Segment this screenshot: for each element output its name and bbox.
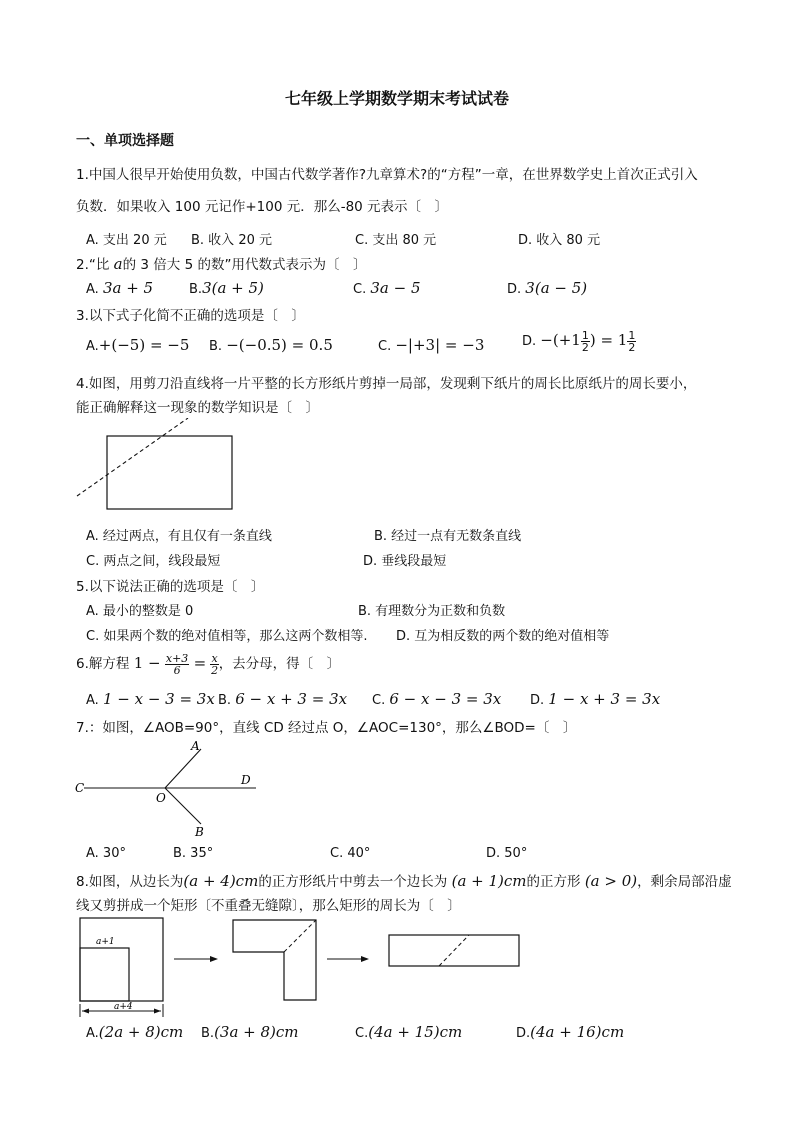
q7-option-d[interactable]: D. 50° bbox=[486, 846, 528, 861]
q5-option-c[interactable]: C. 如果两个数的绝对值相等，那么这两个数相等. bbox=[86, 629, 368, 644]
q2-stem-variable: a bbox=[113, 255, 123, 273]
q6-fraction-right bbox=[210, 653, 218, 676]
q3-option-d[interactable] bbox=[522, 330, 636, 353]
q8-option-c-expr: (4a + 15)cm bbox=[368, 1023, 463, 1041]
q2-stem-part2: 的 3 倍大 5 的数”用代数式表示为〔 〕 bbox=[122, 257, 367, 273]
q3-option-a[interactable] bbox=[86, 336, 189, 354]
l-shape bbox=[233, 920, 316, 1000]
cut-line-dashed bbox=[77, 418, 188, 496]
q5-option-b[interactable]: B. 有理数分为正数和负数 bbox=[358, 604, 506, 619]
section-heading: 一、单项选择题 bbox=[76, 133, 174, 149]
q3-option-d-expr-pre: −(+1 bbox=[540, 331, 581, 349]
q4-option-b[interactable]: B. 经过一点有无数条直线 bbox=[374, 529, 522, 544]
big-square bbox=[80, 918, 163, 1001]
q7-option-a[interactable]: A. 30° bbox=[86, 846, 126, 861]
q1-option-c[interactable]: C. 支出 80 元 bbox=[355, 233, 437, 248]
q6-stem-part1: 6.解方程 bbox=[76, 656, 130, 672]
q3-option-c[interactable] bbox=[378, 336, 484, 354]
fraction-denominator: 2 bbox=[211, 663, 219, 677]
ray-ob bbox=[165, 788, 201, 824]
q8-stem-line2: 线又剪拼成一个矩形〔不重叠无缝隙〕，那么矩形的周长为〔 〕 bbox=[76, 898, 461, 914]
rectangle-cut-dashed bbox=[439, 935, 469, 966]
q3-option-a-expr: +(−5) = −5 bbox=[98, 336, 190, 354]
q1-option-a[interactable]: A. 支出 20 元 bbox=[86, 233, 167, 248]
fraction-numerator: 1 bbox=[628, 329, 636, 342]
fraction-denominator: 2 bbox=[581, 341, 589, 354]
q6-option-b[interactable] bbox=[218, 690, 347, 708]
q8-option-c[interactable] bbox=[355, 1023, 462, 1041]
q8-stem-line1 bbox=[76, 870, 732, 890]
l-shape-cut-dashed bbox=[284, 920, 316, 952]
q6-option-d[interactable] bbox=[530, 690, 660, 708]
q6-option-c[interactable] bbox=[372, 690, 501, 708]
small-square bbox=[80, 948, 129, 1001]
q2-option-a[interactable] bbox=[86, 279, 153, 297]
q8-expr-small-side: (a + 1)cm bbox=[451, 872, 527, 890]
q8-stem-part2: 的正方形纸片中剪去一个边长为 bbox=[258, 874, 448, 890]
q1-stem-line1: 1.中国人很早开始使用负数，中国古代数学著作?九章算术?的“方程”一章，在世界数学史上首次正式引入 bbox=[76, 167, 698, 183]
q2-option-d[interactable] bbox=[507, 279, 587, 297]
q6-option-d-expr: 1 − x + 3 = 3x bbox=[548, 690, 661, 708]
q4-option-c[interactable]: C. 两点之间，线段最短 bbox=[86, 554, 221, 569]
q8-option-d[interactable] bbox=[516, 1023, 624, 1041]
q8-stem-part3: 的正方形 bbox=[526, 874, 581, 890]
q2-option-b-label: B. bbox=[189, 282, 203, 297]
label-d: D bbox=[241, 773, 251, 787]
q2-option-b[interactable] bbox=[189, 279, 264, 297]
q6-fraction-left bbox=[165, 653, 189, 676]
q7-stem: 7.：如图，∠AOB=90°，直线 CD 经过点 O，∠AOC=130°，那么∠BOD=〔 〕 bbox=[76, 720, 577, 736]
q6-equals: = bbox=[193, 654, 207, 672]
q3-option-a-label: A. bbox=[86, 339, 99, 354]
q8-figure-squares bbox=[70, 914, 530, 1020]
q3-option-d-fraction bbox=[581, 330, 590, 353]
label-small-side: a+1 bbox=[96, 937, 115, 947]
q4-stem-line2: 能正确解释这一现象的数学知识是〔 〕 bbox=[76, 400, 319, 416]
paper-rectangle bbox=[107, 436, 232, 509]
q8-option-b-expr: (3a + 8)cm bbox=[214, 1023, 299, 1041]
q4-figure-rectangle-cut bbox=[70, 418, 250, 518]
q6-option-b-expr: 6 − x + 3 = 3x bbox=[235, 690, 348, 708]
q2-option-c-expr: 3a − 5 bbox=[370, 279, 421, 297]
q2-stem-part1: 2.“比 bbox=[76, 257, 110, 273]
fraction-denominator: 2 bbox=[628, 341, 636, 354]
q2-option-c-label: C. bbox=[353, 282, 367, 297]
q4-option-a[interactable]: A. 经过两点，有且仅有一条直线 bbox=[86, 529, 272, 544]
q8-expr-condition: (a > 0) bbox=[584, 872, 638, 890]
q1-option-d[interactable]: D. 收入 80 元 bbox=[518, 233, 601, 248]
q8-option-c-label: C. bbox=[355, 1026, 369, 1041]
label-o: O bbox=[156, 791, 166, 805]
q3-option-d-expr-mid: ) = 1 bbox=[589, 331, 628, 349]
page-title: 七年级上学期数学期末考试试卷 bbox=[284, 89, 509, 108]
q3-option-d-label: D. bbox=[522, 334, 537, 349]
q8-option-a-label: A. bbox=[86, 1026, 99, 1041]
fraction-numerator: x+3 bbox=[165, 651, 189, 665]
q6-option-d-label: D. bbox=[530, 693, 545, 708]
q8-option-b-label: B. bbox=[201, 1026, 215, 1041]
q3-option-d-fraction-2 bbox=[627, 330, 636, 353]
q6-option-c-expr: 6 − x − 3 = 3x bbox=[389, 690, 502, 708]
q6-option-a-label: A. bbox=[86, 693, 99, 708]
q3-option-c-expr: −|+3| = −3 bbox=[395, 336, 485, 354]
q8-stem-part4: ，剩余局部沿虚 bbox=[637, 874, 732, 890]
q6-option-b-label: B. bbox=[218, 693, 232, 708]
q7-figure-angles bbox=[70, 735, 270, 840]
q8-option-d-expr: (4a + 16)cm bbox=[530, 1023, 625, 1041]
q5-stem: 5.以下说法正确的选项是〔 〕 bbox=[76, 579, 265, 595]
label-b: B bbox=[195, 825, 204, 839]
q5-option-d[interactable]: D. 互为相反数的两个数的绝对值相等 bbox=[396, 629, 610, 644]
q8-option-a-expr: (2a + 8)cm bbox=[98, 1023, 184, 1041]
q2-option-b-expr: 3(a + 5) bbox=[202, 279, 264, 297]
q1-option-b[interactable]: B. 收入 20 元 bbox=[191, 233, 272, 248]
q7-option-b[interactable]: B. 35° bbox=[173, 846, 214, 861]
q3-option-c-label: C. bbox=[378, 339, 392, 354]
q6-option-a[interactable] bbox=[86, 690, 215, 708]
q8-stem-part1: 8.如图，从边长为 bbox=[76, 874, 184, 890]
arrow-left-icon bbox=[82, 1009, 89, 1014]
q8-option-d-label: D. bbox=[516, 1026, 531, 1041]
q6-stem bbox=[76, 652, 340, 676]
q7-option-c[interactable]: C. 40° bbox=[330, 846, 371, 861]
q3-option-b[interactable] bbox=[209, 336, 333, 354]
label-c: C bbox=[75, 781, 85, 795]
fraction-denominator: 6 bbox=[173, 663, 181, 677]
fraction-numerator: 1 bbox=[581, 329, 589, 342]
q4-stem-line1: 4.如图，用剪刀沿直线将一片平整的长方形纸片剪掉一局部，发现剩下纸片的周长比原纸片的周长要小， bbox=[76, 376, 697, 392]
q6-stem-part2: ，去分母，得〔 〕 bbox=[218, 656, 341, 672]
q8-option-b[interactable] bbox=[201, 1023, 299, 1041]
q2-option-c[interactable] bbox=[353, 279, 421, 297]
label-big-side: a+4 bbox=[114, 1002, 133, 1012]
q6-option-c-label: C. bbox=[372, 693, 386, 708]
fraction-numerator: x bbox=[211, 651, 218, 665]
q8-expr-big-side: (a + 4)cm bbox=[183, 872, 259, 890]
q1-stem-line2: 负数．如果收入 100 元记作+100 元．那么-80 元表示〔 〕 bbox=[76, 199, 449, 215]
ray-oa bbox=[165, 749, 201, 788]
q2-stem bbox=[76, 253, 366, 273]
arrow-2-icon bbox=[361, 956, 369, 962]
label-a: A bbox=[191, 739, 200, 753]
q5-option-a[interactable]: A. 最小的整数是 0 bbox=[86, 604, 194, 619]
q2-option-d-label: D. bbox=[507, 282, 522, 297]
q2-option-a-label: A. bbox=[86, 282, 99, 297]
q2-option-d-expr: 3(a − 5) bbox=[525, 279, 588, 297]
q6-option-a-expr: 1 − x − 3 = 3x bbox=[102, 690, 215, 708]
q3-option-b-expr: −(−0.5) = 0.5 bbox=[226, 336, 333, 354]
arrow-right-icon bbox=[154, 1009, 161, 1014]
q2-option-a-expr: 3a + 5 bbox=[102, 279, 154, 297]
q8-option-a[interactable] bbox=[86, 1023, 183, 1041]
q6-equation-pre: 1 − bbox=[133, 654, 161, 672]
q4-option-d[interactable]: D. 垂线段最短 bbox=[363, 554, 447, 569]
arrow-1-icon bbox=[210, 956, 218, 962]
q3-option-b-label: B. bbox=[209, 339, 223, 354]
q3-stem: 3.以下式子化简不正确的选项是〔 〕 bbox=[76, 308, 305, 324]
